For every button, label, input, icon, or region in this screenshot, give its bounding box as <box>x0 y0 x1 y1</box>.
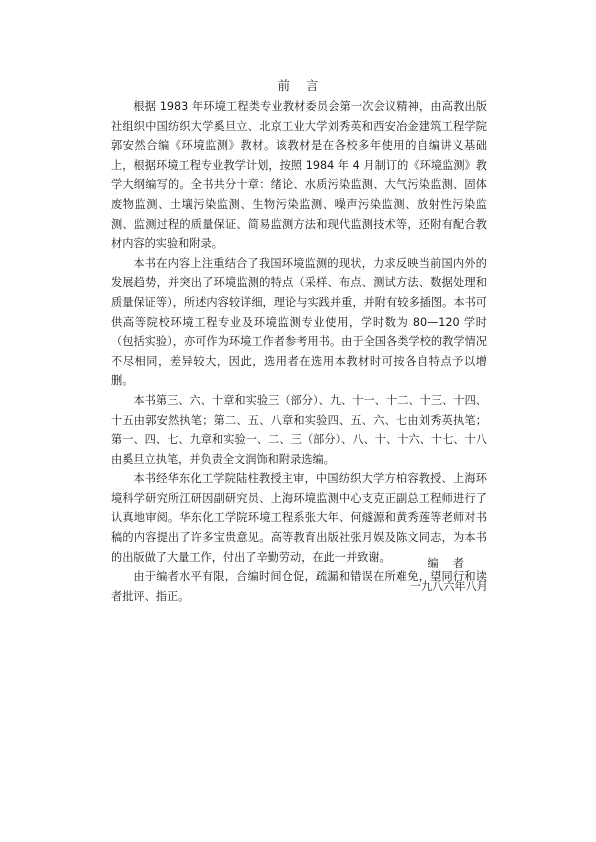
paragraph-2: 本书在内容上注重结合了我国环境监测的现状，力求反映当前国内外的发展趋势，并突出了环境监测的特点（采样、布点、测试方法、数据处理和质量保证等），所述内容较详细，理论与实践并重，并附有较多插图。本书可供高等院校环境工程专业及环境监测专业使用，学时数为 80—120 学时（包括实验），亦可作为环境工作者参考用书。由于全国各类学校的教学情况不尽相同，差异较大，因此，选用者在选用本教材时可按各自特点予以增删。 <box>111 256 487 388</box>
signature-author: 编 者 <box>427 557 464 570</box>
page-title: 前 言 <box>277 78 319 93</box>
preface-body <box>111 97 487 606</box>
signature-date: 一九八六年八月 <box>409 580 488 593</box>
paragraph-4: 本书经华东化工学院陆柱教授主审，中国纺织大学方柏容教授、上海环境科学研究所江研因副研究员、上海环境监测中心支克正副总工程师进行了认真地审阅。华东化工学院环境工程系张大年、何燧源和黄秀莲等老师对书稿的内容提出了许多宝贵意见。高等教育出版社张月娱及陈文同志，为本书的出版做了大量工作，付出了辛勤劳动，在此一并致谢。 <box>111 472 487 564</box>
paragraph-1: 根据 1983 年环境工程类专业教材委员会第一次会议精神，由高教出版社组织中国纺织大学奚旦立、北京工业大学刘秀英和西安冶金建筑工程学院郭安然合编《环境监测》教材。该教材是在各校多年使用的自编讲义基础上，根据环境工程专业教学计划，按照 1984 年 4 月制订的《环境监测》教学大纲编写的。全书共分十章：绪论、水质污染监测、大气污染监测、固体废物监测、土壤污染监测、生物污染监测、噪声污染监测、放射性污染监测、监测过程的质量保证、简易监测方法和现代监测技术等，还附有配合教材内容的实验和附录。 <box>111 100 487 251</box>
paragraph-3: 本书第三、六、十章和实验三（部分）、九、十一、十二、十三、十四、十五由郭安然执笔；第二、五、八章和实验四、五、六、七由刘秀英执笔；第一、四、七、九章和实验一、二、三（部分）、八、十、十六、十七、十八由奚旦立执笔，并负责全文润饰和附录选编。 <box>111 393 487 466</box>
paragraph-5: 由于编者水平有限，合编时间仓促，疏漏和错误在所难免，望同行和读者批评、指正。 <box>111 570 487 603</box>
